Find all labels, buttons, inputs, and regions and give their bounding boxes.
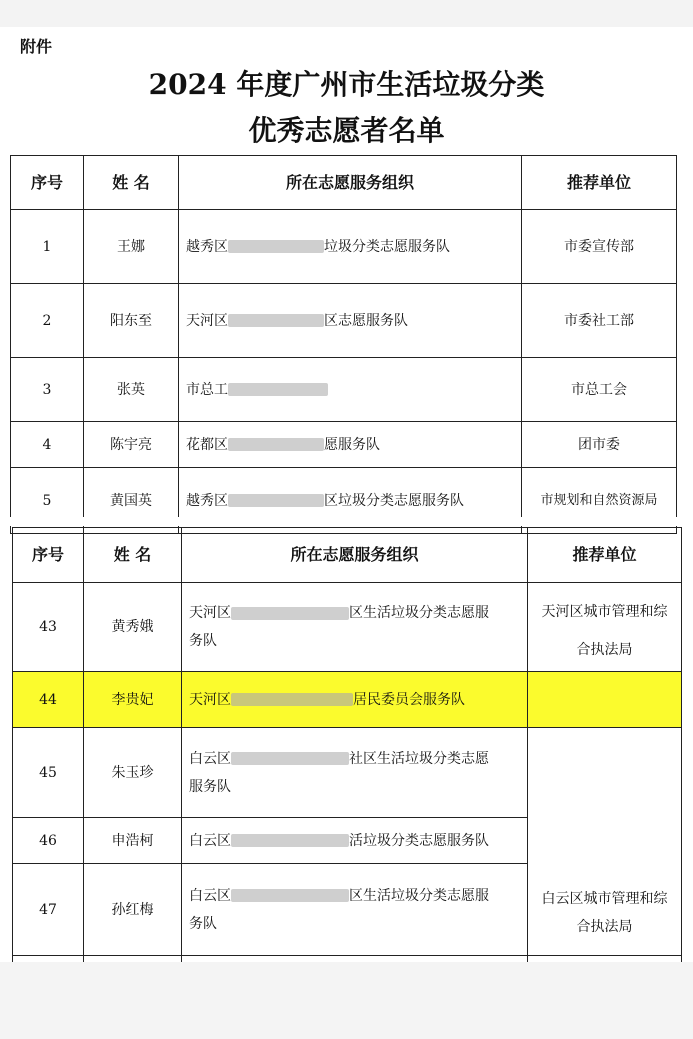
cell-name: 黄国英 [84,468,179,534]
table-row-highlighted [13,672,682,728]
cell-name: 朱玉珍 [84,728,182,818]
header-no: 序号 [13,528,84,583]
redaction-blur [231,693,353,706]
cell-no: 47 [13,864,84,956]
header-name: 姓 名 [84,528,182,583]
top-bar [0,0,693,27]
cell-org [179,422,522,468]
cell-no: 44 [13,672,84,728]
cell-no: 4 [11,422,84,468]
cell-unit [528,583,682,672]
cell-unit-empty [528,672,682,728]
cell-org [182,864,528,956]
org-suffix: 区志愿服务队 [324,312,408,329]
cell-unit: 市委社工部 [522,284,677,358]
org-suffix: 区生活垃圾分类志愿服 [349,605,489,621]
redaction-blur [231,752,349,765]
cell-no: 5 [11,468,84,534]
cell-unit [528,728,682,956]
unit-line1: 天河区城市管理和综 [541,604,668,620]
org-prefix: 天河区 [189,691,231,708]
header-org: 所在志愿服务组织 [179,156,522,210]
cell-unit: 市总工会 [522,358,677,422]
cell-name: 张英 [84,358,179,422]
org-suffix: 社区生活垃圾分类志愿 [349,750,489,767]
table-row [13,583,682,672]
org-prefix: 越秀区 [186,492,228,509]
header-unit: 推荐单位 [522,156,677,210]
redaction-blur [231,834,349,847]
cell-org [182,818,528,864]
org-prefix: 天河区 [189,605,231,621]
org-suffix: 区生活垃圾分类志愿服 [349,887,489,904]
doc-title-line1: 2024 年度广州市生活垃圾分类 [148,68,545,101]
org-prefix: 天河区 [186,312,228,329]
unit-line2: 合执法局 [576,642,633,658]
cell-name: 申浩柯 [84,818,182,864]
cell-org [179,284,522,358]
cell-name: 黄秀娥 [84,583,182,672]
org-suffix: 活垃圾分类志愿服务队 [349,832,489,849]
redaction-blur [231,607,349,620]
org-line2: 服务队 [189,778,231,795]
unit-line2: 合执法局 [576,919,633,935]
header-no: 序号 [11,156,84,210]
org-prefix: 花都区 [186,436,228,453]
org-prefix: 市总工 [186,381,228,398]
cell-no: 45 [13,728,84,818]
doc-title-line2: 优秀志愿者名单 [248,114,445,147]
cell-org [182,583,528,672]
screenshot-seam [0,517,693,526]
table-row [11,358,677,422]
cell-no: 3 [11,358,84,422]
org-prefix: 越秀区 [186,238,228,255]
org-prefix: 白云区 [189,887,231,904]
table-row [11,422,677,468]
org-line2: 务队 [189,633,217,649]
redaction-blur [228,240,324,253]
org-line2: 务队 [189,915,217,932]
cell-no: 2 [11,284,84,358]
redaction-blur [228,314,324,327]
org-prefix: 白云区 [189,750,231,767]
cell-org [179,210,522,284]
org-suffix: 愿服务队 [324,436,380,453]
org-suffix: 垃圾分类志愿服务队 [324,238,450,255]
document-page [0,27,693,962]
cell-org [182,672,528,728]
volunteer-table-bottom [12,527,682,962]
org-suffix: 居民委员会服务队 [353,691,465,708]
redaction-blur [228,383,328,396]
cell-name: 阳东至 [84,284,179,358]
table-row [11,284,677,358]
bottom-blank-area [0,962,693,1039]
table-row [11,210,677,284]
header-unit: 推荐单位 [528,528,682,583]
cell-unit: 团市委 [522,422,677,468]
cell-name: 孙红梅 [84,864,182,956]
cell-org [182,728,528,818]
redaction-blur [228,438,324,451]
table-header-row [11,156,677,210]
redaction-blur [231,889,349,902]
redaction-blur [228,494,324,507]
cell-name: 陈宇亮 [84,422,179,468]
volunteer-table-top [10,155,677,534]
cell-no: 1 [11,210,84,284]
cell-unit: 市规划和自然资源局 [522,468,677,534]
cell-name: 李贵妃 [84,672,182,728]
cell-no: 46 [13,818,84,864]
attachment-label: 附件 [20,37,53,56]
cell-unit: 市委宣传部 [522,210,677,284]
unit-line1: 白云区城市管理和综 [541,891,668,907]
header-name: 姓 名 [84,156,179,210]
table-header-row [13,528,682,583]
cell-name: 王娜 [84,210,179,284]
cell-no: 43 [13,583,84,672]
table-row [13,728,682,818]
cell-org [179,358,522,422]
org-prefix: 白云区 [189,832,231,849]
org-suffix: 区垃圾分类志愿服务队 [324,492,464,509]
header-org: 所在志愿服务组织 [182,528,528,583]
